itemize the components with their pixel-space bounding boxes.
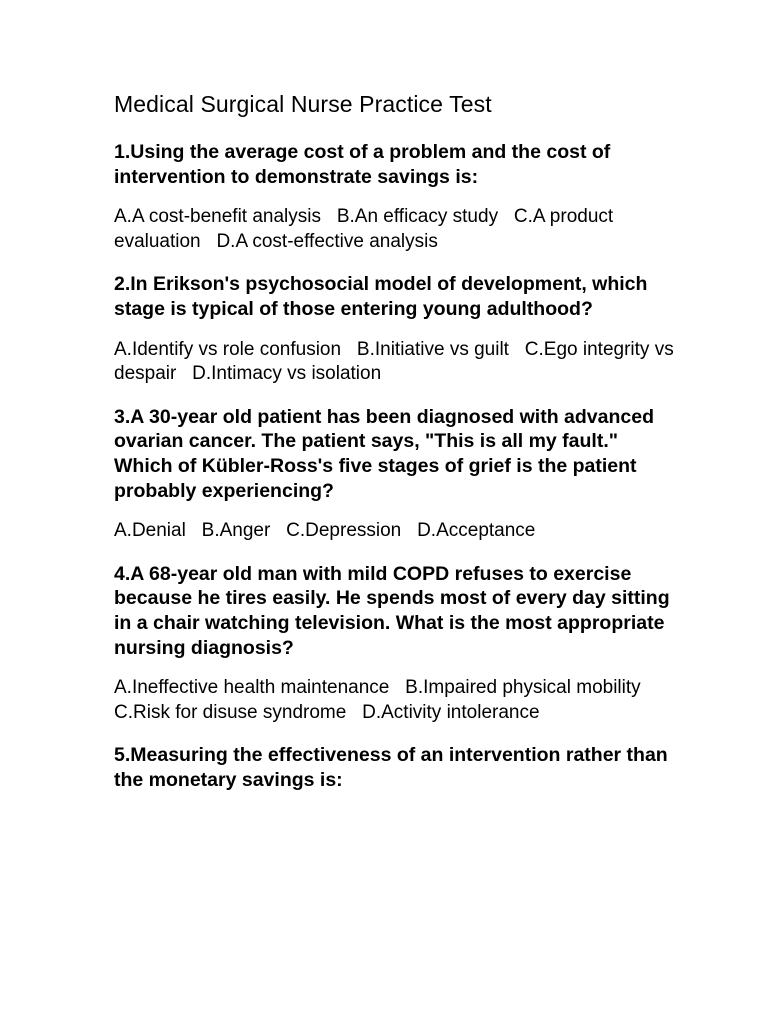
- document-title: Medical Surgical Nurse Practice Test: [114, 91, 492, 117]
- question-2-answers: A.Identify vs role confusion B.Initiative vs guilt C.Ego integrity vs despair D.Intimacy vs isolation: [114, 338, 679, 385]
- question-1-answers: A.A cost-benefit analysis B.An efficacy study C.A product evaluation D.A cost-effective analysis: [114, 206, 619, 252]
- question-1: [114, 140, 674, 254]
- question-2: [114, 272, 679, 386]
- question-3-text: 3.A 30-year old patient has been diagnosed with advanced ovarian cancer. The patient says, "This is all my fault." Which of Kübler-Ross's five stages of grief is the patient probably experiencing?: [114, 405, 655, 502]
- document-page: [114, 90, 679, 808]
- question-4: [114, 562, 674, 726]
- question-4-answers: A.Ineffective health maintenance B.Impaired physical mobility C.Risk for disuse syndrome D.Activity intolerance: [114, 677, 657, 723]
- question-3-answers: A.Denial B.Anger C.Depression D.Acceptance: [114, 520, 536, 542]
- question-2-text: 2.In Erikson's psychosocial model of development, which stage is typical of those entering young adulthood?: [114, 273, 648, 320]
- question-5: [114, 743, 674, 792]
- question-5-text: 5.Measuring the effectiveness of an intervention rather than the monetary savings is:: [114, 744, 668, 791]
- question-4-text: 4.A 68-year old man with mild COPD refuses to exercise because he tires easily. He spends most of every day sitting in a chair watching television. What is the most appropriate nursing diagnosis?: [114, 562, 670, 659]
- question-3: [114, 405, 674, 544]
- question-1-text: 1.Using the average cost of a problem and the cost of intervention to demonstrate savings is:: [114, 141, 611, 188]
